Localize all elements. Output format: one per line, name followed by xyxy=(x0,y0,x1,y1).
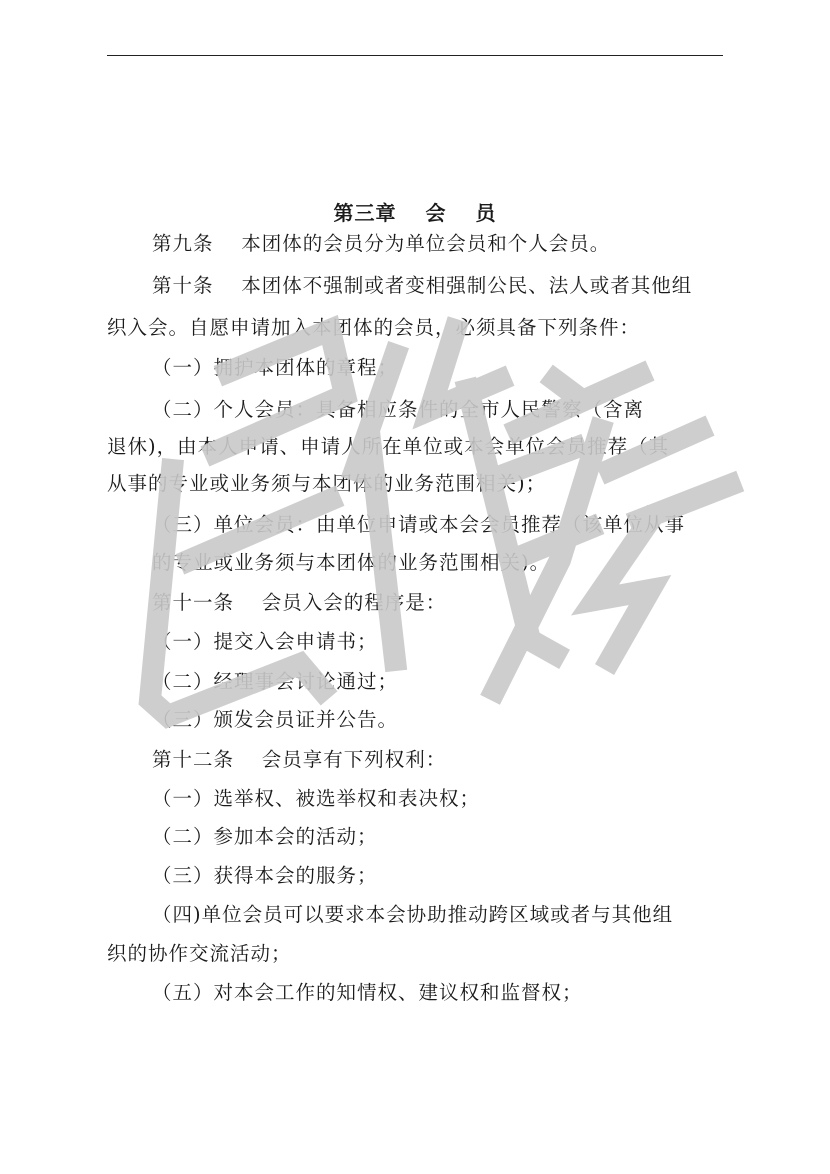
article-11-item-3: （三）颁发会员证并公告。 xyxy=(152,708,399,731)
article-10-item-3-line-1: （三）单位会员：由单位申请或本会会员推荐（该单位从事 xyxy=(152,513,686,536)
article-11: 第十一条 会员入会的程序是： xyxy=(152,591,447,614)
article-10-item-3-line-2: 的专业或业务须与本团体的业务范围相关)。 xyxy=(152,551,551,574)
header-rule xyxy=(107,55,723,56)
article-12-item-2: （二）参加本会的活动； xyxy=(152,825,378,848)
article-12-item-3: （三）获得本会的服务； xyxy=(152,864,378,887)
article-12: 第十二条 会员享有下列权利： xyxy=(152,748,447,771)
article-10-item-2-line-3: 从事的专业或业务须与本团体的业务范围相关)； xyxy=(107,472,547,495)
article-10-line-2: 织入会。自愿申请加入本团体的会员，必须具备下列条件： xyxy=(107,316,641,339)
article-12-item-4-line-2: 织的协作交流活动； xyxy=(107,942,292,965)
article-10-item-2-line-2: 退休)，由本人申请、申请人所在单位或本会单位会员推荐（其 xyxy=(107,435,670,458)
article-12-item-4-line-1: （四)单位会员可以要求本会协助推动跨区域或者与其他组 xyxy=(152,903,674,926)
article-11-item-2: （二）经理事会讨论通过； xyxy=(152,670,399,693)
article-10-item-2-line-1: （二）个人会员：具备相应条件的全市人民警察（含离 xyxy=(152,398,645,421)
article-11-item-1: （一）提交入会申请书； xyxy=(152,630,378,653)
article-10-line-1: 第十条 本团体不强制或者变相强制公民、法人或者其他组 xyxy=(152,274,693,297)
chapter-heading: 第三章 会 员 xyxy=(333,201,497,225)
article-12-item-5: （五）对本会工作的知情权、建议权和监督权； xyxy=(152,981,583,1004)
article-9: 第九条 本团体的会员分为单位会员和个人会员。 xyxy=(152,232,611,255)
article-10-item-1: （一）拥护本团体的章程； xyxy=(152,356,399,379)
article-12-item-1: （一）选举权、被选举权和表决权； xyxy=(152,787,481,810)
